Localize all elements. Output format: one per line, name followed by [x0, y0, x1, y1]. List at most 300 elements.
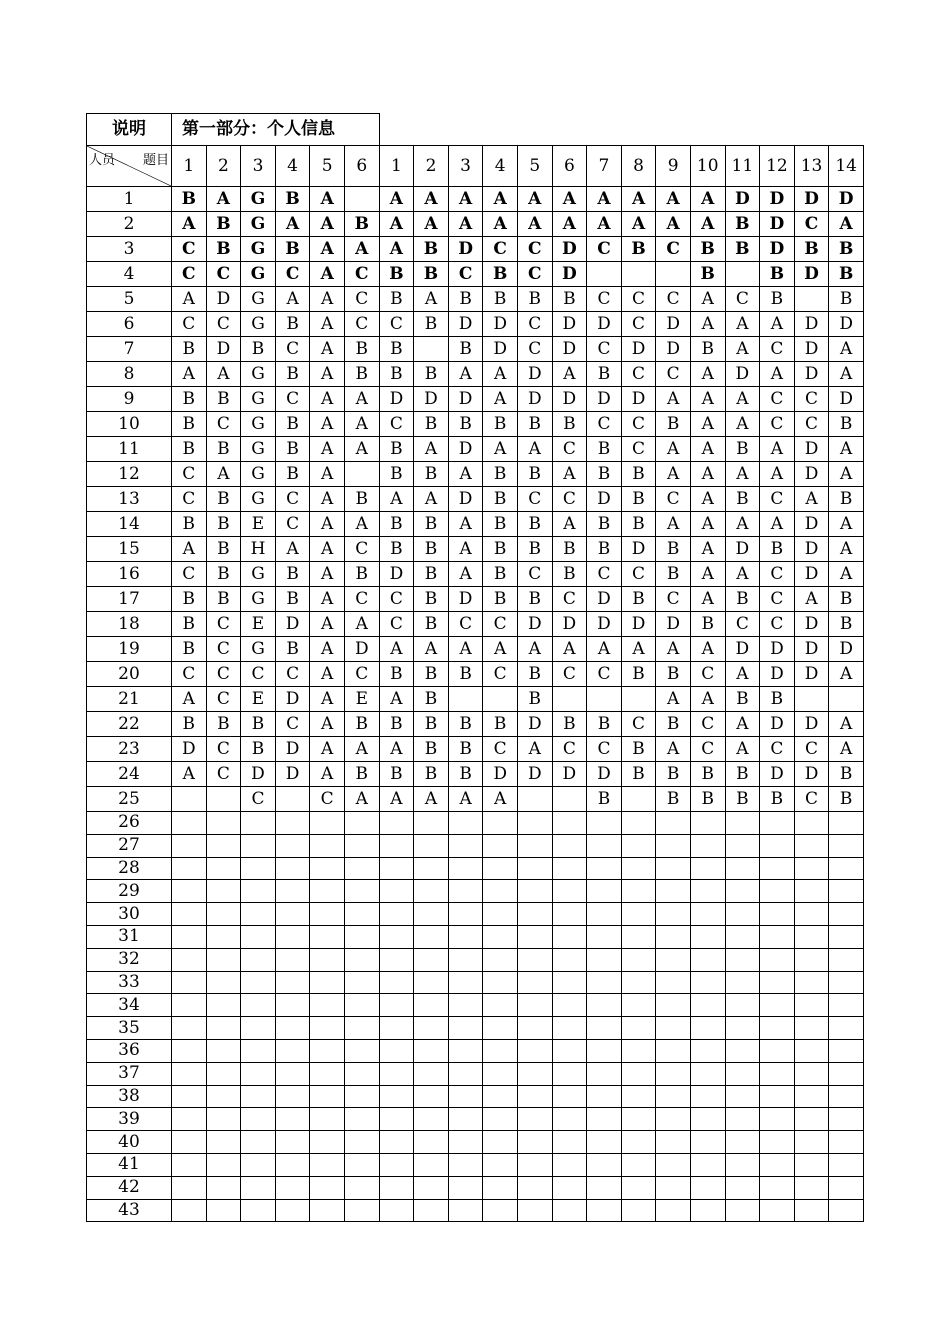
- answer-cell: D: [552, 612, 587, 637]
- answer-cell: [794, 1108, 829, 1131]
- row-id-cell: 42: [87, 1176, 172, 1199]
- answer-cell: D: [794, 562, 829, 587]
- answer-cell: [621, 880, 656, 903]
- answer-cell: [448, 925, 483, 948]
- answer-cell: [621, 925, 656, 948]
- answer-cell: [621, 903, 656, 926]
- answer-cell: [448, 1199, 483, 1222]
- answer-cell: [344, 1199, 379, 1222]
- answer-cell: [794, 880, 829, 903]
- answer-cell: A: [275, 537, 310, 562]
- answer-cell: [206, 1108, 241, 1131]
- table-row: [87, 312, 864, 337]
- answer-cell: [725, 1085, 760, 1108]
- answer-cell: D: [448, 237, 483, 262]
- answer-cell: B: [275, 587, 310, 612]
- answer-cell: B: [206, 712, 241, 737]
- answer-cell: G: [241, 487, 276, 512]
- answer-cell: C: [552, 487, 587, 512]
- answer-cell: [517, 1017, 552, 1040]
- corner-header-cell: [87, 146, 172, 187]
- answer-cell: B: [517, 512, 552, 537]
- answer-cell: D: [829, 387, 864, 412]
- answer-cell: [241, 1199, 276, 1222]
- answer-cell: B: [344, 762, 379, 787]
- answer-cell: A: [344, 737, 379, 762]
- answer-cell: [379, 880, 414, 903]
- row-id-cell: 5: [87, 287, 172, 312]
- answer-cell: C: [690, 737, 725, 762]
- answer-cell: [241, 948, 276, 971]
- answer-cell: B: [725, 437, 760, 462]
- answer-sheet-table: [86, 113, 864, 1222]
- answer-cell: [344, 1131, 379, 1154]
- answer-cell: [172, 787, 207, 812]
- answer-cell: A: [310, 437, 345, 462]
- answer-cell: [760, 1062, 795, 1085]
- answer-cell: [172, 1131, 207, 1154]
- answer-cell: B: [414, 612, 449, 637]
- answer-cell: [206, 1199, 241, 1222]
- answer-cell: B: [275, 562, 310, 587]
- answer-cell: [760, 1039, 795, 1062]
- answer-cell: [725, 834, 760, 857]
- answer-cell: A: [621, 187, 656, 212]
- answer-cell: C: [794, 212, 829, 237]
- answer-cell: [725, 1017, 760, 1040]
- answer-cell: [690, 903, 725, 926]
- answer-cell: [690, 1085, 725, 1108]
- answer-cell: B: [379, 662, 414, 687]
- answer-cell: A: [656, 637, 691, 662]
- answer-cell: A: [690, 537, 725, 562]
- answer-cell: A: [206, 362, 241, 387]
- answer-cell: D: [552, 237, 587, 262]
- answer-cell: A: [829, 737, 864, 762]
- answer-cell: B: [172, 512, 207, 537]
- answer-cell: A: [829, 662, 864, 687]
- answer-cell: B: [275, 362, 310, 387]
- answer-cell: [690, 1039, 725, 1062]
- answer-cell: B: [483, 512, 518, 537]
- answer-cell: [760, 994, 795, 1017]
- answer-cell: [587, 834, 622, 857]
- answer-cell: C: [206, 687, 241, 712]
- answer-cell: [656, 1199, 691, 1222]
- answer-cell: [829, 1108, 864, 1131]
- answer-cell: [275, 857, 310, 880]
- answer-cell: A: [414, 637, 449, 662]
- row-id-cell: 16: [87, 562, 172, 587]
- answer-cell: B: [172, 437, 207, 462]
- answer-cell: A: [656, 462, 691, 487]
- answer-cell: [414, 1176, 449, 1199]
- answer-cell: [206, 1085, 241, 1108]
- answer-cell: [206, 971, 241, 994]
- answer-cell: [414, 1153, 449, 1176]
- answer-cell: [344, 1062, 379, 1085]
- answer-cell: D: [275, 737, 310, 762]
- answer-cell: [621, 262, 656, 287]
- answer-cell: C: [206, 262, 241, 287]
- answer-cell: D: [448, 312, 483, 337]
- answer-cell: C: [172, 562, 207, 587]
- answer-cell: A: [587, 637, 622, 662]
- answer-cell: B: [414, 737, 449, 762]
- answer-cell: B: [379, 537, 414, 562]
- answer-cell: [829, 971, 864, 994]
- answer-cell: [621, 1176, 656, 1199]
- answer-cell: [206, 1039, 241, 1062]
- answer-cell: A: [379, 737, 414, 762]
- answer-cell: B: [206, 237, 241, 262]
- answer-cell: [656, 834, 691, 857]
- answer-cell: A: [310, 737, 345, 762]
- answer-cell: B: [414, 587, 449, 612]
- answer-cell: D: [517, 762, 552, 787]
- answer-cell: [587, 1062, 622, 1085]
- table-row: [87, 462, 864, 487]
- answer-cell: [517, 1153, 552, 1176]
- answer-cell: [206, 994, 241, 1017]
- row-id-cell: 13: [87, 487, 172, 512]
- answer-cell: B: [448, 662, 483, 687]
- row-id-cell: 26: [87, 812, 172, 835]
- answer-cell: [656, 925, 691, 948]
- answer-cell: A: [483, 187, 518, 212]
- answer-cell: A: [690, 487, 725, 512]
- answer-cell: G: [241, 412, 276, 437]
- corner-person-label: 人员: [89, 153, 116, 168]
- answer-cell: B: [414, 462, 449, 487]
- answer-cell: A: [379, 212, 414, 237]
- answer-cell: D: [517, 612, 552, 637]
- answer-cell: [448, 687, 483, 712]
- answer-cell: D: [552, 262, 587, 287]
- answer-cell: C: [206, 637, 241, 662]
- answer-cell: [241, 1017, 276, 1040]
- answer-cell: [310, 903, 345, 926]
- answer-cell: [206, 834, 241, 857]
- answer-cell: [621, 948, 656, 971]
- answer-cell: [725, 903, 760, 926]
- answer-cell: [172, 994, 207, 1017]
- answer-cell: A: [829, 512, 864, 537]
- question-number-cell: 1: [379, 146, 414, 187]
- answer-cell: B: [690, 612, 725, 637]
- answer-cell: [587, 994, 622, 1017]
- answer-cell: A: [344, 387, 379, 412]
- answer-cell: A: [310, 287, 345, 312]
- answer-cell: [379, 857, 414, 880]
- answer-cell: B: [656, 662, 691, 687]
- row-id-cell: 41: [87, 1153, 172, 1176]
- answer-cell: B: [552, 412, 587, 437]
- answer-cell: [310, 1176, 345, 1199]
- answer-cell: B: [621, 512, 656, 537]
- answer-cell: [483, 880, 518, 903]
- answer-cell: [760, 1199, 795, 1222]
- answer-cell: [344, 903, 379, 926]
- answer-cell: C: [621, 362, 656, 387]
- answer-cell: A: [483, 362, 518, 387]
- question-number-cell: 12: [760, 146, 795, 187]
- answer-cell: [829, 1039, 864, 1062]
- row-id-cell: 3: [87, 237, 172, 262]
- empty-table-row: [87, 857, 864, 880]
- answer-cell: B: [275, 237, 310, 262]
- answer-cell: [414, 925, 449, 948]
- answer-cell: D: [760, 762, 795, 787]
- answer-cell: B: [483, 487, 518, 512]
- answer-cell: [241, 1039, 276, 1062]
- answer-cell: [448, 903, 483, 926]
- answer-cell: A: [483, 637, 518, 662]
- answer-cell: [241, 1108, 276, 1131]
- answer-cell: [483, 1131, 518, 1154]
- answer-cell: [690, 948, 725, 971]
- answer-cell: B: [172, 337, 207, 362]
- answer-cell: B: [206, 487, 241, 512]
- answer-cell: B: [275, 312, 310, 337]
- answer-cell: [310, 1017, 345, 1040]
- answer-cell: [172, 1108, 207, 1131]
- answer-cell: [344, 925, 379, 948]
- answer-cell: A: [310, 587, 345, 612]
- answer-cell: G: [241, 262, 276, 287]
- answer-cell: D: [621, 537, 656, 562]
- answer-cell: [344, 1039, 379, 1062]
- answer-cell: [310, 857, 345, 880]
- table-row: [87, 362, 864, 387]
- answer-cell: [414, 1062, 449, 1085]
- answer-cell: D: [725, 362, 760, 387]
- answer-cell: [760, 903, 795, 926]
- answer-cell: C: [517, 562, 552, 587]
- answer-cell: B: [241, 737, 276, 762]
- answer-cell: C: [656, 587, 691, 612]
- answer-cell: A: [621, 212, 656, 237]
- question-number-cell: 5: [517, 146, 552, 187]
- answer-cell: A: [310, 462, 345, 487]
- answer-cell: [725, 1108, 760, 1131]
- answer-cell: [414, 948, 449, 971]
- answer-cell: B: [206, 562, 241, 587]
- answer-cell: C: [206, 612, 241, 637]
- answer-cell: C: [379, 412, 414, 437]
- answer-cell: [483, 1039, 518, 1062]
- answer-cell: [621, 971, 656, 994]
- answer-cell: A: [379, 637, 414, 662]
- answer-cell: [379, 1017, 414, 1040]
- answer-cell: [760, 925, 795, 948]
- answer-cell: B: [275, 462, 310, 487]
- answer-cell: A: [275, 212, 310, 237]
- answer-cell: [587, 857, 622, 880]
- answer-cell: A: [344, 612, 379, 637]
- answer-cell: A: [690, 462, 725, 487]
- answer-cell: A: [829, 337, 864, 362]
- answer-cell: C: [760, 387, 795, 412]
- answer-cell: C: [656, 487, 691, 512]
- answer-cell: B: [587, 462, 622, 487]
- answer-cell: A: [829, 437, 864, 462]
- answer-cell: G: [241, 437, 276, 462]
- answer-cell: C: [587, 287, 622, 312]
- answer-cell: D: [552, 312, 587, 337]
- answer-cell: A: [379, 237, 414, 262]
- answer-cell: C: [517, 262, 552, 287]
- answer-cell: [379, 1176, 414, 1199]
- answer-cell: [725, 1176, 760, 1199]
- answer-cell: C: [172, 662, 207, 687]
- answer-cell: A: [414, 187, 449, 212]
- answer-cell: A: [414, 287, 449, 312]
- answer-cell: B: [414, 562, 449, 587]
- answer-cell: [552, 994, 587, 1017]
- answer-cell: [725, 948, 760, 971]
- answer-cell: B: [517, 587, 552, 612]
- answer-cell: [760, 948, 795, 971]
- answer-cell: B: [517, 687, 552, 712]
- question-number-cell: 13: [794, 146, 829, 187]
- answer-cell: D: [448, 587, 483, 612]
- row-id-cell: 33: [87, 971, 172, 994]
- answer-cell: C: [310, 787, 345, 812]
- answer-cell: [241, 1131, 276, 1154]
- answer-cell: A: [448, 212, 483, 237]
- answer-cell: H: [241, 537, 276, 562]
- answer-cell: [275, 925, 310, 948]
- question-number-cell: 10: [690, 146, 725, 187]
- answer-cell: A: [552, 637, 587, 662]
- answer-cell: B: [656, 412, 691, 437]
- answer-cell: [587, 880, 622, 903]
- answer-cell: [725, 262, 760, 287]
- answer-cell: A: [829, 537, 864, 562]
- answer-cell: [829, 834, 864, 857]
- answer-cell: C: [275, 512, 310, 537]
- answer-cell: C: [344, 262, 379, 287]
- answer-cell: [517, 857, 552, 880]
- empty-table-row: [87, 1176, 864, 1199]
- answer-cell: B: [275, 412, 310, 437]
- answer-cell: D: [760, 187, 795, 212]
- answer-cell: B: [725, 687, 760, 712]
- answer-cell: [448, 971, 483, 994]
- answer-cell: B: [379, 762, 414, 787]
- answer-cell: [829, 687, 864, 712]
- row-id-cell: 20: [87, 662, 172, 687]
- answer-cell: [587, 1199, 622, 1222]
- answer-cell: [587, 1108, 622, 1131]
- answer-cell: [275, 903, 310, 926]
- answer-cell: B: [344, 212, 379, 237]
- answer-cell: B: [414, 537, 449, 562]
- answer-cell: A: [829, 712, 864, 737]
- answer-cell: C: [275, 487, 310, 512]
- answer-cell: [656, 903, 691, 926]
- answer-cell: [656, 1108, 691, 1131]
- answer-cell: [621, 1108, 656, 1131]
- answer-cell: B: [172, 387, 207, 412]
- answer-cell: D: [621, 337, 656, 362]
- answer-cell: A: [310, 337, 345, 362]
- row-id-cell: 8: [87, 362, 172, 387]
- answer-cell: A: [448, 562, 483, 587]
- answer-cell: B: [587, 512, 622, 537]
- answer-cell: C: [206, 762, 241, 787]
- answer-cell: B: [829, 762, 864, 787]
- answer-cell: A: [552, 187, 587, 212]
- answer-cell: D: [448, 437, 483, 462]
- answer-cell: C: [725, 612, 760, 637]
- answer-cell: C: [587, 662, 622, 687]
- answer-cell: A: [725, 337, 760, 362]
- answer-cell: [794, 971, 829, 994]
- answer-cell: [656, 880, 691, 903]
- row-id-cell: 43: [87, 1199, 172, 1222]
- answer-cell: A: [690, 562, 725, 587]
- answer-cell: D: [794, 537, 829, 562]
- answer-cell: [206, 787, 241, 812]
- answer-cell: [275, 1131, 310, 1154]
- answer-cell: [275, 1199, 310, 1222]
- answer-cell: [414, 337, 449, 362]
- answer-cell: D: [483, 762, 518, 787]
- answer-cell: [310, 925, 345, 948]
- answer-cell: [621, 1153, 656, 1176]
- answer-cell: A: [725, 312, 760, 337]
- answer-cell: A: [690, 512, 725, 537]
- answer-cell: A: [310, 187, 345, 212]
- answer-cell: D: [206, 287, 241, 312]
- answer-cell: A: [656, 512, 691, 537]
- answer-cell: D: [760, 712, 795, 737]
- answer-cell: B: [517, 462, 552, 487]
- answer-cell: C: [552, 587, 587, 612]
- answer-cell: B: [448, 412, 483, 437]
- answer-cell: A: [760, 462, 795, 487]
- answer-cell: [483, 994, 518, 1017]
- answer-cell: A: [310, 712, 345, 737]
- answer-cell: C: [725, 287, 760, 312]
- answer-cell: [483, 971, 518, 994]
- answer-cell: A: [725, 512, 760, 537]
- answer-cell: [379, 903, 414, 926]
- table-row: [87, 437, 864, 462]
- answer-cell: E: [344, 687, 379, 712]
- answer-cell: [310, 1039, 345, 1062]
- answer-cell: A: [483, 212, 518, 237]
- answer-cell: [414, 971, 449, 994]
- answer-cell: A: [690, 637, 725, 662]
- answer-cell: B: [760, 262, 795, 287]
- answer-cell: B: [379, 437, 414, 462]
- answer-cell: [656, 1131, 691, 1154]
- answer-cell: A: [690, 587, 725, 612]
- answer-cell: [621, 787, 656, 812]
- answer-cell: D: [275, 762, 310, 787]
- answer-cell: [206, 880, 241, 903]
- answer-cell: [379, 1131, 414, 1154]
- answer-cell: [172, 1039, 207, 1062]
- answer-cell: B: [414, 662, 449, 687]
- answer-cell: D: [794, 462, 829, 487]
- answer-cell: [656, 1039, 691, 1062]
- answer-cell: A: [379, 487, 414, 512]
- answer-cell: D: [172, 737, 207, 762]
